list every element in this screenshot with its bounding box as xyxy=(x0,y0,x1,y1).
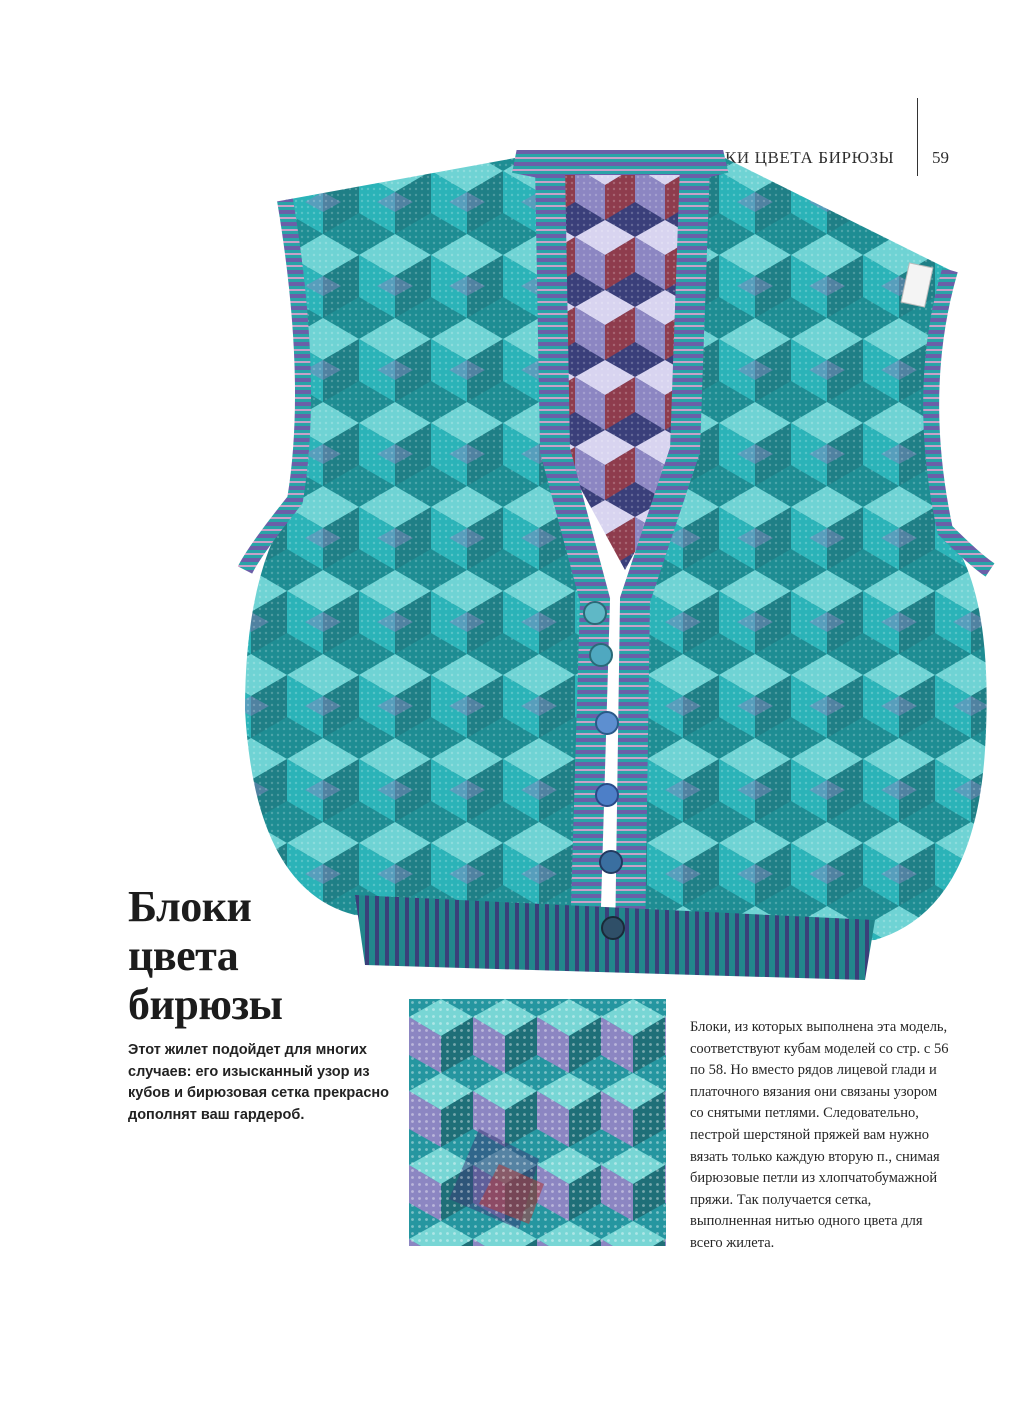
title-line: цвета xyxy=(128,931,239,980)
title-line: бирюзы xyxy=(128,980,283,1029)
lede-text: Этот жилет подойдет для многих случаев: его изысканный узор из кубов и бирюзовая сетка прекрасно дополнят ваш гардероб. xyxy=(128,1042,390,1123)
vest-photo xyxy=(215,150,1005,980)
swatch-photo xyxy=(409,999,666,1246)
article-title xyxy=(128,882,368,1029)
title-line: Блоки xyxy=(128,882,252,931)
body-text: Блоки, из которых выполнена эта модель, соответствуют кубам моделей со стр. с 56 по 58. Но вместо рядов лицевой глади и платочного вязания они связаны узором со снятыми петлями. Следовательно, пестрой шерстяной пряжей вам нужно вязать только каждую вторую п., снимая бирюзовые петли из хлопчатобумажной пряжи. Так получается сетка, выполненная нитью одного цвета для всего жилета. xyxy=(690,1019,949,1251)
